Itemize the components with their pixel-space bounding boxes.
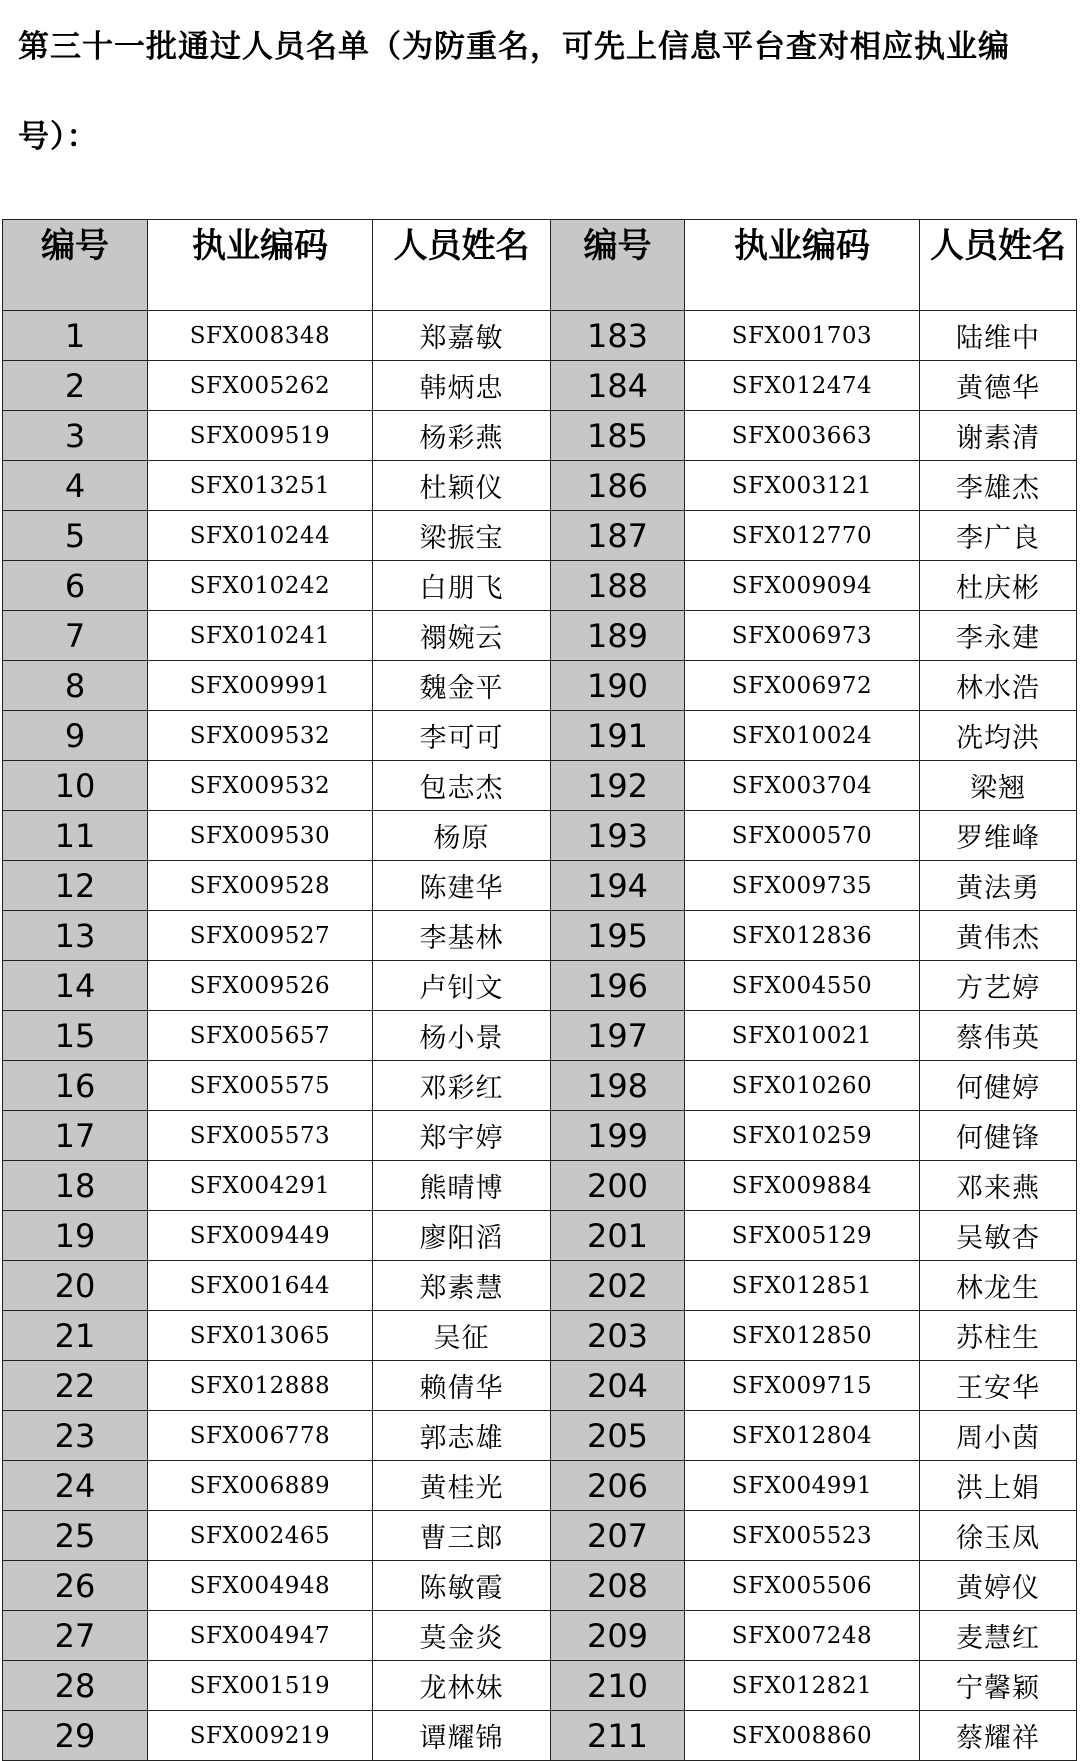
cell-person-name-right: 何健婷 — [920, 1061, 1077, 1111]
cell-serial-right: 191 — [551, 711, 685, 761]
cell-license-code-right: SFX012770 — [685, 511, 920, 561]
header-person-name-right: 人员姓名 — [920, 220, 1077, 311]
cell-serial-left: 3 — [3, 411, 148, 461]
cell-person-name-left: 郭志雄 — [373, 1411, 551, 1461]
table-row — [3, 1061, 1077, 1111]
cell-license-code-left: SFX009519 — [148, 411, 373, 461]
cell-license-code-left: SFX010242 — [148, 561, 373, 611]
table-row — [3, 1261, 1077, 1311]
cell-license-code-right: SFX010024 — [685, 711, 920, 761]
table-row — [3, 1111, 1077, 1161]
cell-serial-left: 6 — [3, 561, 148, 611]
cell-person-name-right: 梁翘 — [920, 761, 1077, 811]
cell-license-code-right: SFX009735 — [685, 861, 920, 911]
cell-person-name-left: 谭耀锦 — [373, 1711, 551, 1761]
cell-license-code-left: SFX005573 — [148, 1111, 373, 1161]
cell-serial-right: 209 — [551, 1611, 685, 1661]
cell-serial-right: 199 — [551, 1111, 685, 1161]
cell-person-name-right: 黄德华 — [920, 361, 1077, 411]
header-serial-right: 编号 — [551, 220, 685, 311]
page-heading: 第三十一批通过人员名单（为防重名，可先上信息平台查对相应执业编号）： — [18, 29, 1010, 155]
cell-person-name-left: 魏金平 — [373, 661, 551, 711]
cell-license-code-left: SFX009532 — [148, 761, 373, 811]
table-row — [3, 1411, 1077, 1461]
roster-table — [2, 219, 1077, 1761]
table-row — [3, 1611, 1077, 1661]
cell-serial-right: 192 — [551, 761, 685, 811]
table-row — [3, 1361, 1077, 1411]
cell-person-name-left: 邓彩红 — [373, 1061, 551, 1111]
cell-license-code-left: SFX009528 — [148, 861, 373, 911]
cell-license-code-right: SFX004991 — [685, 1461, 920, 1511]
cell-person-name-left: 郑嘉敏 — [373, 311, 551, 361]
cell-person-name-right: 吴敏杏 — [920, 1211, 1077, 1261]
cell-serial-right: 200 — [551, 1161, 685, 1211]
table-row — [3, 461, 1077, 511]
cell-serial-right: 196 — [551, 961, 685, 1011]
cell-license-code-left: SFX005262 — [148, 361, 373, 411]
header-serial-left: 编号 — [3, 220, 148, 311]
cell-person-name-right: 陆维中 — [920, 311, 1077, 361]
cell-person-name-right: 黄婷仪 — [920, 1561, 1077, 1611]
table-row — [3, 1461, 1077, 1511]
cell-license-code-right: SFX012851 — [685, 1261, 920, 1311]
table-row — [3, 311, 1077, 361]
cell-serial-left: 23 — [3, 1411, 148, 1461]
cell-person-name-left: 杨小景 — [373, 1011, 551, 1061]
table-row — [3, 611, 1077, 661]
cell-serial-left: 21 — [3, 1311, 148, 1361]
cell-license-code-right: SFX005506 — [685, 1561, 920, 1611]
table-row — [3, 911, 1077, 961]
cell-person-name-left: 禤婉云 — [373, 611, 551, 661]
table-row — [3, 1511, 1077, 1561]
header-license-code-right: 执业编码 — [685, 220, 920, 311]
cell-serial-left: 28 — [3, 1661, 148, 1711]
cell-serial-right: 206 — [551, 1461, 685, 1511]
cell-serial-right: 210 — [551, 1661, 685, 1711]
cell-license-code-left: SFX009526 — [148, 961, 373, 1011]
cell-serial-right: 208 — [551, 1561, 685, 1611]
cell-person-name-left: 吴征 — [373, 1311, 551, 1361]
cell-person-name-right: 宁馨颖 — [920, 1661, 1077, 1711]
cell-serial-left: 25 — [3, 1511, 148, 1561]
cell-serial-right: 184 — [551, 361, 685, 411]
cell-person-name-left: 杨彩燕 — [373, 411, 551, 461]
cell-license-code-left: SFX001644 — [148, 1261, 373, 1311]
header-license-code-left: 执业编码 — [148, 220, 373, 311]
cell-license-code-right: SFX012474 — [685, 361, 920, 411]
cell-serial-right: 205 — [551, 1411, 685, 1461]
cell-person-name-left: 韩炳忠 — [373, 361, 551, 411]
cell-serial-left: 18 — [3, 1161, 148, 1211]
cell-license-code-left: SFX010244 — [148, 511, 373, 561]
table-row — [3, 1161, 1077, 1211]
cell-person-name-right: 何健锋 — [920, 1111, 1077, 1161]
cell-person-name-left: 卢钊文 — [373, 961, 551, 1011]
cell-license-code-left: SFX013065 — [148, 1311, 373, 1361]
cell-license-code-right: SFX003121 — [685, 461, 920, 511]
cell-license-code-right: SFX012836 — [685, 911, 920, 961]
cell-license-code-right: SFX003663 — [685, 411, 920, 461]
cell-license-code-right: SFX005129 — [685, 1211, 920, 1261]
cell-license-code-left: SFX009527 — [148, 911, 373, 961]
cell-person-name-left: 黄桂光 — [373, 1461, 551, 1511]
cell-serial-left: 7 — [3, 611, 148, 661]
cell-license-code-right: SFX008860 — [685, 1711, 920, 1761]
cell-person-name-right: 谢素清 — [920, 411, 1077, 461]
cell-license-code-right: SFX010259 — [685, 1111, 920, 1161]
cell-license-code-right: SFX010260 — [685, 1061, 920, 1111]
cell-person-name-left: 郑素慧 — [373, 1261, 551, 1311]
cell-serial-left: 29 — [3, 1711, 148, 1761]
table-row — [3, 861, 1077, 911]
cell-person-name-right: 麦慧红 — [920, 1611, 1077, 1661]
cell-person-name-left: 廖阳滔 — [373, 1211, 551, 1261]
cell-serial-right: 190 — [551, 661, 685, 711]
cell-person-name-left: 熊晴博 — [373, 1161, 551, 1211]
cell-license-code-left: SFX012888 — [148, 1361, 373, 1411]
cell-person-name-left: 杨原 — [373, 811, 551, 861]
cell-license-code-left: SFX006778 — [148, 1411, 373, 1461]
cell-person-name-left: 郑宇婷 — [373, 1111, 551, 1161]
cell-person-name-left: 赖倩华 — [373, 1361, 551, 1411]
cell-serial-right: 195 — [551, 911, 685, 961]
cell-license-code-right: SFX000570 — [685, 811, 920, 861]
table-row — [3, 361, 1077, 411]
cell-serial-right: 188 — [551, 561, 685, 611]
cell-serial-left: 14 — [3, 961, 148, 1011]
cell-person-name-left: 陈建华 — [373, 861, 551, 911]
cell-serial-right: 204 — [551, 1361, 685, 1411]
cell-serial-left: 1 — [3, 311, 148, 361]
cell-person-name-left: 曹三郎 — [373, 1511, 551, 1561]
cell-serial-right: 186 — [551, 461, 685, 511]
cell-person-name-left: 莫金炎 — [373, 1611, 551, 1661]
cell-serial-left: 24 — [3, 1461, 148, 1511]
cell-person-name-right: 李永建 — [920, 611, 1077, 661]
cell-serial-right: 194 — [551, 861, 685, 911]
cell-license-code-left: SFX010241 — [148, 611, 373, 661]
cell-license-code-left: SFX009991 — [148, 661, 373, 711]
cell-serial-left: 15 — [3, 1011, 148, 1061]
table-row — [3, 1661, 1077, 1711]
cell-license-code-left: SFX009532 — [148, 711, 373, 761]
cell-person-name-right: 李广良 — [920, 511, 1077, 561]
cell-person-name-right: 李雄杰 — [920, 461, 1077, 511]
cell-serial-left: 17 — [3, 1111, 148, 1161]
cell-person-name-right: 蔡伟英 — [920, 1011, 1077, 1061]
cell-person-name-right: 邓来燕 — [920, 1161, 1077, 1211]
cell-person-name-right: 周小茵 — [920, 1411, 1077, 1461]
cell-serial-left: 8 — [3, 661, 148, 711]
cell-license-code-left: SFX008348 — [148, 311, 373, 361]
cell-license-code-left: SFX009530 — [148, 811, 373, 861]
cell-license-code-left: SFX001519 — [148, 1661, 373, 1711]
cell-person-name-right: 苏柱生 — [920, 1311, 1077, 1361]
cell-person-name-right: 方艺婷 — [920, 961, 1077, 1011]
cell-person-name-right: 杜庆彬 — [920, 561, 1077, 611]
cell-person-name-left: 包志杰 — [373, 761, 551, 811]
cell-person-name-left: 龙林妹 — [373, 1661, 551, 1711]
cell-person-name-right: 黄法勇 — [920, 861, 1077, 911]
cell-person-name-left: 白朋飞 — [373, 561, 551, 611]
table-row — [3, 561, 1077, 611]
table-row — [3, 811, 1077, 861]
table-row — [3, 511, 1077, 561]
cell-serial-right: 201 — [551, 1211, 685, 1261]
cell-person-name-left: 陈敏霞 — [373, 1561, 551, 1611]
cell-license-code-right: SFX003704 — [685, 761, 920, 811]
cell-serial-left: 10 — [3, 761, 148, 811]
cell-license-code-left: SFX004947 — [148, 1611, 373, 1661]
cell-serial-left: 4 — [3, 461, 148, 511]
cell-license-code-right: SFX001703 — [685, 311, 920, 361]
cell-license-code-right: SFX004550 — [685, 961, 920, 1011]
table-row — [3, 1311, 1077, 1361]
cell-license-code-left: SFX013251 — [148, 461, 373, 511]
cell-license-code-right: SFX007248 — [685, 1611, 920, 1661]
table-row — [3, 411, 1077, 461]
table-row — [3, 1561, 1077, 1611]
header-row — [3, 220, 1077, 311]
cell-serial-left: 19 — [3, 1211, 148, 1261]
cell-person-name-right: 洪上娟 — [920, 1461, 1077, 1511]
cell-person-name-left: 李可可 — [373, 711, 551, 761]
cell-serial-right: 211 — [551, 1711, 685, 1761]
cell-serial-right: 187 — [551, 511, 685, 561]
cell-serial-right: 198 — [551, 1061, 685, 1111]
cell-license-code-right: SFX012850 — [685, 1311, 920, 1361]
cell-serial-left: 20 — [3, 1261, 148, 1311]
cell-person-name-right: 罗维峰 — [920, 811, 1077, 861]
header-person-name-left: 人员姓名 — [373, 220, 551, 311]
cell-serial-left: 22 — [3, 1361, 148, 1411]
cell-serial-left: 26 — [3, 1561, 148, 1611]
cell-license-code-right: SFX009094 — [685, 561, 920, 611]
cell-serial-right: 183 — [551, 311, 685, 361]
cell-serial-left: 5 — [3, 511, 148, 561]
cell-person-name-right: 林水浩 — [920, 661, 1077, 711]
cell-serial-right: 189 — [551, 611, 685, 661]
cell-serial-left: 16 — [3, 1061, 148, 1111]
cell-person-name-right: 王安华 — [920, 1361, 1077, 1411]
cell-serial-left: 11 — [3, 811, 148, 861]
table-row — [3, 761, 1077, 811]
roster-body — [3, 311, 1077, 1761]
table-row — [3, 961, 1077, 1011]
cell-license-code-right: SFX006973 — [685, 611, 920, 661]
cell-license-code-right: SFX012804 — [685, 1411, 920, 1461]
cell-license-code-right: SFX005523 — [685, 1511, 920, 1561]
table-row — [3, 711, 1077, 761]
cell-serial-right: 185 — [551, 411, 685, 461]
cell-license-code-left: SFX004291 — [148, 1161, 373, 1211]
cell-license-code-right: SFX006972 — [685, 661, 920, 711]
cell-person-name-right: 黄伟杰 — [920, 911, 1077, 961]
cell-license-code-right: SFX009715 — [685, 1361, 920, 1411]
cell-serial-left: 2 — [3, 361, 148, 411]
table-row — [3, 1011, 1077, 1061]
cell-serial-left: 9 — [3, 711, 148, 761]
cell-serial-right: 197 — [551, 1011, 685, 1061]
cell-serial-left: 27 — [3, 1611, 148, 1661]
cell-license-code-left: SFX005575 — [148, 1061, 373, 1111]
cell-license-code-left: SFX005657 — [148, 1011, 373, 1061]
cell-license-code-left: SFX009219 — [148, 1711, 373, 1761]
cell-serial-left: 13 — [3, 911, 148, 961]
cell-serial-right: 202 — [551, 1261, 685, 1311]
cell-person-name-left: 梁振宝 — [373, 511, 551, 561]
cell-person-name-left: 杜颖仪 — [373, 461, 551, 511]
cell-license-code-right: SFX010021 — [685, 1011, 920, 1061]
cell-serial-right: 207 — [551, 1511, 685, 1561]
cell-serial-left: 12 — [3, 861, 148, 911]
cell-person-name-right: 冼均洪 — [920, 711, 1077, 761]
cell-license-code-right: SFX009884 — [685, 1161, 920, 1211]
cell-license-code-left: SFX004948 — [148, 1561, 373, 1611]
cell-person-name-right: 林龙生 — [920, 1261, 1077, 1311]
cell-license-code-left: SFX006889 — [148, 1461, 373, 1511]
cell-serial-right: 203 — [551, 1311, 685, 1361]
table-row — [3, 1211, 1077, 1261]
cell-serial-right: 193 — [551, 811, 685, 861]
table-row — [3, 661, 1077, 711]
cell-person-name-right: 徐玉凤 — [920, 1511, 1077, 1561]
cell-license-code-right: SFX012821 — [685, 1661, 920, 1711]
cell-person-name-right: 蔡耀祥 — [920, 1711, 1077, 1761]
cell-license-code-left: SFX009449 — [148, 1211, 373, 1261]
cell-license-code-left: SFX002465 — [148, 1511, 373, 1561]
cell-person-name-left: 李基林 — [373, 911, 551, 961]
